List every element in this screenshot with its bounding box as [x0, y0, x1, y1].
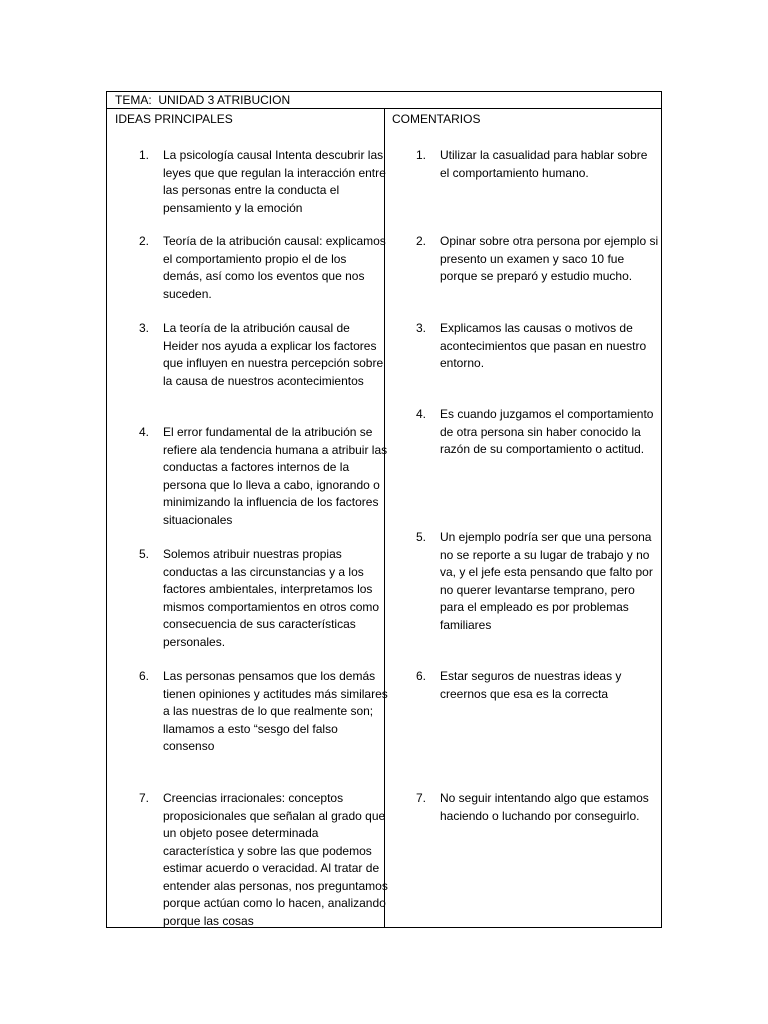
idea-number: 6. [138, 669, 149, 683]
idea-text: Creencias irracionales: conceptos proposicionales que señalan al grado que un objeto posee determinada característica y sobre las que podemos estimar acuerdo o veracidad. Al tratar de entender alas personas, nos preguntamos porque actúan como lo hacen, analizando porque las cosas [163, 791, 388, 928]
comment-number: 1. [415, 148, 426, 162]
idea-text: Teoría de la atribución causal: explicamos el comportamiento propio el de los demás, así como los eventos que nos suceden. [163, 234, 386, 301]
comment-number: 3. [415, 321, 426, 335]
comment-text: Opinar sobre otra persona por ejemplo si presento un examen y saco 10 fue porque se preparó y estudio mucho. [440, 234, 659, 283]
comment-text: Un ejemplo podría ser que una persona no se reporte a su lugar de trabajo y no va, y el jefe esta pensando que falto por no querer levantarse temprano, pero para el empleado es por problemas familiares [440, 530, 653, 632]
comment-text: Estar seguros de nuestras ideas y creernos que esa es la correcta [440, 669, 622, 701]
comment-text: Utilizar la casualidad para hablar sobre el comportamiento humano. [440, 148, 648, 180]
comment-text: No seguir intentando algo que estamos haciendo o luchando por conseguirlo. [440, 791, 649, 823]
comment-text: Explicamos las causas o motivos de acontecimientos que pasan en nuestro entorno. [440, 321, 647, 370]
idea-number: 4. [138, 425, 149, 439]
header-comentarios: COMENTARIOS [392, 112, 481, 126]
comment-number: 5. [415, 530, 426, 544]
idea-number: 2. [138, 234, 149, 248]
idea-text: Solemos atribuir nuestras propias conductas a las circunstancias y a los factores ambientales, interpretamos los mismos comportamientos en otros como consecuencia de sus características personales. [163, 547, 380, 649]
idea-text: La teoría de la atribución causal de Heider nos ayuda a explicar los factores que influyen en nuestra percepción sobre la causa de nuestros acontecimientos [163, 321, 384, 388]
comment-number: 6. [415, 669, 426, 683]
idea-number: 5. [138, 547, 149, 561]
idea-number: 7. [138, 791, 149, 805]
title-row [107, 92, 661, 109]
comment-number: 2. [415, 234, 426, 248]
comment-text: Es cuando juzgamos el comportamiento de otra persona sin haber conocido la razón de su comportamiento o actitud. [440, 407, 654, 456]
idea-number: 1. [138, 148, 149, 162]
idea-text: La psicología causal Intenta descubrir las leyes que que regulan la interacción entre las personas entre la conducta el pensamiento y la emoción [163, 148, 386, 215]
document-table [106, 91, 662, 928]
header-ideas-principales: IDEAS PRINCIPALES [115, 112, 233, 126]
idea-text: El error fundamental de la atribución se refiere ala tendencia humana a atribuir las conductas a factores internos de la persona que lo lleva a cabo, ignorando o minimizando la influencia de los factores situacionales [163, 425, 388, 527]
idea-text: Las personas pensamos que los demás tienen opiniones y actitudes más similares a las nuestras de lo que realmente son; llamamos a esto “sesgo del falso consenso [163, 669, 388, 753]
document-title: TEMA: UNIDAD 3 ATRIBUCION [115, 93, 291, 107]
comment-number: 4. [415, 407, 426, 421]
idea-number: 3. [138, 321, 149, 335]
comment-number: 7. [415, 791, 426, 805]
